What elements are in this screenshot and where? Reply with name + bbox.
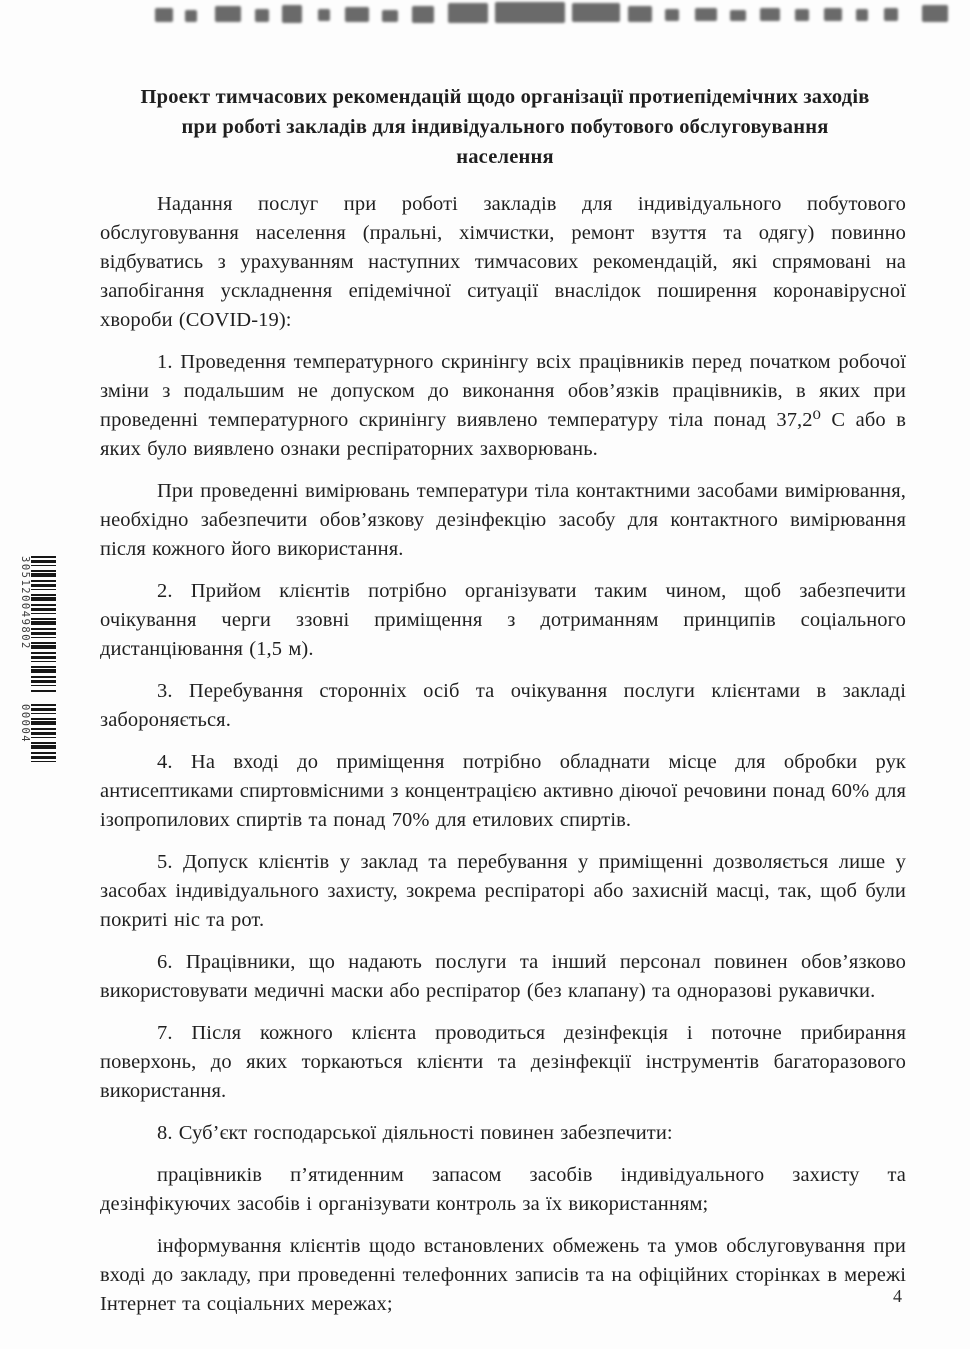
title-line: населення	[456, 146, 554, 168]
paragraph-item-4: 4. На вході до приміщення потрібно обладнати місце для обробки рук антисептиками спиртовмісними з концентрацією активно діючої речовини понад 60% для ізопропилових спиртів та понад 70% для етилових спиртів.	[100, 751, 906, 831]
barcode-block	[20, 556, 62, 776]
title-line: Проект тимчасових рекомендацій щодо організації протиепідемічних заходів	[140, 86, 870, 108]
page-number: 4	[893, 1286, 902, 1306]
scan-artifact-strip	[0, 0, 970, 30]
barcode-secondary-digits: 00004	[19, 704, 31, 744]
barcode-bars	[31, 704, 56, 764]
barcode-primary	[20, 556, 62, 692]
document-title	[100, 82, 910, 172]
paragraph-item-6: 6. Працівники, що надають послуги та інший персонал повинен обов’язково використовувати медичні маски або респіратор (без клапану) та одноразові рукавички.	[100, 951, 906, 1002]
barcode-bars	[31, 556, 56, 692]
barcode-primary-digits: 305120049802	[19, 556, 31, 650]
paragraph-item-8a: працівників п’ятиденним запасом засобів індивідуального захисту та дезінфікуючих засобів і організувати контроль за їх використанням;	[100, 1164, 906, 1215]
title-line: при роботі закладів для індивідуального побутового обслуговування	[181, 116, 829, 138]
paragraph-item-1a: При проведенні вимірювань температури тіла контактними засобами вимірювання, необхідно забезпечити обов’язкову дезінфекцію засобу для контактного вимірювання після кожного його використання.	[100, 480, 906, 560]
paragraph-item-3: 3. Перебування сторонніх осіб та очікування послуги клієнтами в закладі забороняється.	[100, 680, 906, 731]
paragraph-item-7: 7. Після кожного клієнта проводиться дезінфекція і поточне прибирання поверхонь, до яких торкаються клієнти та дезінфекції інструментів багаторазового використання.	[100, 1022, 906, 1102]
paragraph-intro: Надання послуг при роботі закладів для індивідуального побутового обслуговування населення (пральні, хімчистки, ремонт взуття та одягу) повинно відбуватись з урахуванням наступних тимчасових рекомендацій, які спрямовані на запобігання ускладнення епідемічної ситуації внаслідок поширення коронавірусної хвороби (COVID-19):	[100, 193, 906, 331]
paragraph-item-2: 2. Прийом клієнтів потрібно організувати таким чином, щоб забезпечити очікування черги ззовні приміщення з дотриманням принципів соціального дистанціювання (1,5 м).	[100, 580, 906, 660]
paragraph-item-8: 8. Суб’єкт господарської діяльності повинен забезпечити:	[157, 1122, 673, 1144]
barcode-secondary	[20, 704, 62, 764]
document-body	[100, 190, 906, 1332]
paragraph-item-8b: інформування клієнтів щодо встановлених обмежень та умов обслуговування при вході до закладу, при проведенні телефонних записів та на офіційних сторінках в мережі Інтернет та соціальних мережах;	[100, 1235, 906, 1315]
paragraph-item-5: 5. Допуск клієнтів у заклад та перебування у приміщенні дозволяється лише у засобах індивідуального захисту, зокрема респіраторі або захисній масці, так, щоб були покриті ніс та рот.	[100, 851, 906, 931]
paragraph-item-1: 1. Проведення температурного скринінгу всіх працівників перед початком робочої зміни з подальшим не допуском до виконання обов’язків працівників, в яких при проведенні температурного скринінгу виявлено температуру тіла понад 37,2⁰ С або в яких було виявлено ознаки респіраторних захворювань.	[100, 351, 906, 460]
